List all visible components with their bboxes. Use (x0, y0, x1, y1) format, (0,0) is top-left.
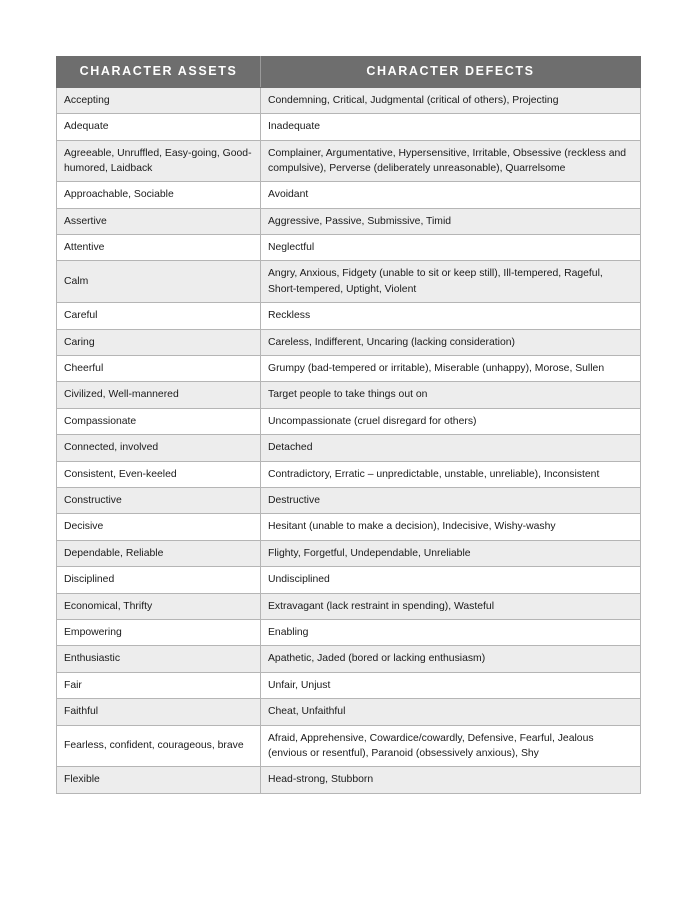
cell-asset: Careful (57, 303, 261, 329)
cell-defect: Destructive (261, 488, 641, 514)
cell-defect: Aggressive, Passive, Submissive, Timid (261, 208, 641, 234)
cell-asset: Cheerful (57, 356, 261, 382)
table-row (57, 261, 641, 303)
cell-defect: Angry, Anxious, Fidgety (unable to sit or keep still), Ill-tempered, Rageful, Short-tempered, Uptight, Violent (261, 261, 641, 303)
table-row (57, 488, 641, 514)
cell-defect: Uncompassionate (cruel disregard for others) (261, 408, 641, 434)
table-row (57, 408, 641, 434)
cell-asset: Approachable, Sociable (57, 182, 261, 208)
table-row (57, 767, 641, 793)
table-row (57, 303, 641, 329)
cell-defect: Apathetic, Jaded (bored or lacking enthusiasm) (261, 646, 641, 672)
cell-asset: Decisive (57, 514, 261, 540)
cell-defect: Careless, Indifferent, Uncaring (lacking consideration) (261, 329, 641, 355)
cell-defect: Complainer, Argumentative, Hypersensitive, Irritable, Obsessive (reckless and compulsive), Perverse (deliberately unreasonable), Quarrelsome (261, 140, 641, 182)
cell-defect: Unfair, Unjust (261, 672, 641, 698)
cell-asset: Constructive (57, 488, 261, 514)
cell-asset: Faithful (57, 699, 261, 725)
table-row (57, 672, 641, 698)
cell-asset: Adequate (57, 114, 261, 140)
document-body (56, 56, 640, 794)
cell-defect: Enabling (261, 619, 641, 645)
table-row (57, 567, 641, 593)
table-row (57, 235, 641, 261)
cell-defect: Cheat, Unfaithful (261, 699, 641, 725)
cell-asset: Economical, Thrifty (57, 593, 261, 619)
cell-defect: Contradictory, Erratic – unpredictable, unstable, unreliable), Inconsistent (261, 461, 641, 487)
table-row (57, 208, 641, 234)
cell-asset: Caring (57, 329, 261, 355)
cell-asset: Flexible (57, 767, 261, 793)
cell-defect: Hesitant (unable to make a decision), Indecisive, Wishy-washy (261, 514, 641, 540)
cell-asset: Accepting (57, 87, 261, 113)
cell-defect: Head-strong, Stubborn (261, 767, 641, 793)
character-traits-table (56, 56, 641, 794)
cell-asset: Fair (57, 672, 261, 698)
table-row (57, 619, 641, 645)
table-row (57, 514, 641, 540)
cell-asset: Civilized, Well-mannered (57, 382, 261, 408)
column-header-character-defects: CHARACTER DEFECTS (261, 57, 641, 88)
table-row (57, 699, 641, 725)
cell-defect: Flighty, Forgetful, Undependable, Unreliable (261, 540, 641, 566)
cell-asset: Disciplined (57, 567, 261, 593)
cell-defect: Inadequate (261, 114, 641, 140)
column-header-character-assets: CHARACTER ASSETS (57, 57, 261, 88)
table-row (57, 87, 641, 113)
table-row (57, 182, 641, 208)
cell-defect: Grumpy (bad-tempered or irritable), Miserable (unhappy), Morose, Sullen (261, 356, 641, 382)
table-row (57, 540, 641, 566)
cell-defect: Detached (261, 435, 641, 461)
cell-asset: Connected, involved (57, 435, 261, 461)
table-row (57, 646, 641, 672)
cell-asset: Assertive (57, 208, 261, 234)
table-header (57, 57, 641, 88)
cell-defect: Reckless (261, 303, 641, 329)
cell-defect: Afraid, Apprehensive, Cowardice/cowardly, Defensive, Fearful, Jealous (envious or resentful), Paranoid (obsessively anxious), Shy (261, 725, 641, 767)
table-row (57, 356, 641, 382)
cell-defect: Extravagant (lack restraint in spending), Wasteful (261, 593, 641, 619)
cell-asset: Consistent, Even-keeled (57, 461, 261, 487)
table-row (57, 725, 641, 767)
table-body (57, 87, 641, 793)
table-row (57, 382, 641, 408)
table-row (57, 329, 641, 355)
header-row (57, 57, 641, 88)
cell-asset: Fearless, confident, courageous, brave (57, 725, 261, 767)
cell-asset: Dependable, Reliable (57, 540, 261, 566)
cell-asset: Attentive (57, 235, 261, 261)
cell-defect: Undisciplined (261, 567, 641, 593)
cell-defect: Avoidant (261, 182, 641, 208)
cell-asset: Agreeable, Unruffled, Easy-going, Good-humored, Laidback (57, 140, 261, 182)
table-row (57, 435, 641, 461)
table-row (57, 114, 641, 140)
cell-defect: Neglectful (261, 235, 641, 261)
cell-defect: Target people to take things out on (261, 382, 641, 408)
cell-asset: Calm (57, 261, 261, 303)
table-row (57, 461, 641, 487)
table-row (57, 140, 641, 182)
cell-asset: Enthusiastic (57, 646, 261, 672)
cell-asset: Empowering (57, 619, 261, 645)
cell-defect: Condemning, Critical, Judgmental (critical of others), Projecting (261, 87, 641, 113)
cell-asset: Compassionate (57, 408, 261, 434)
table-row (57, 593, 641, 619)
